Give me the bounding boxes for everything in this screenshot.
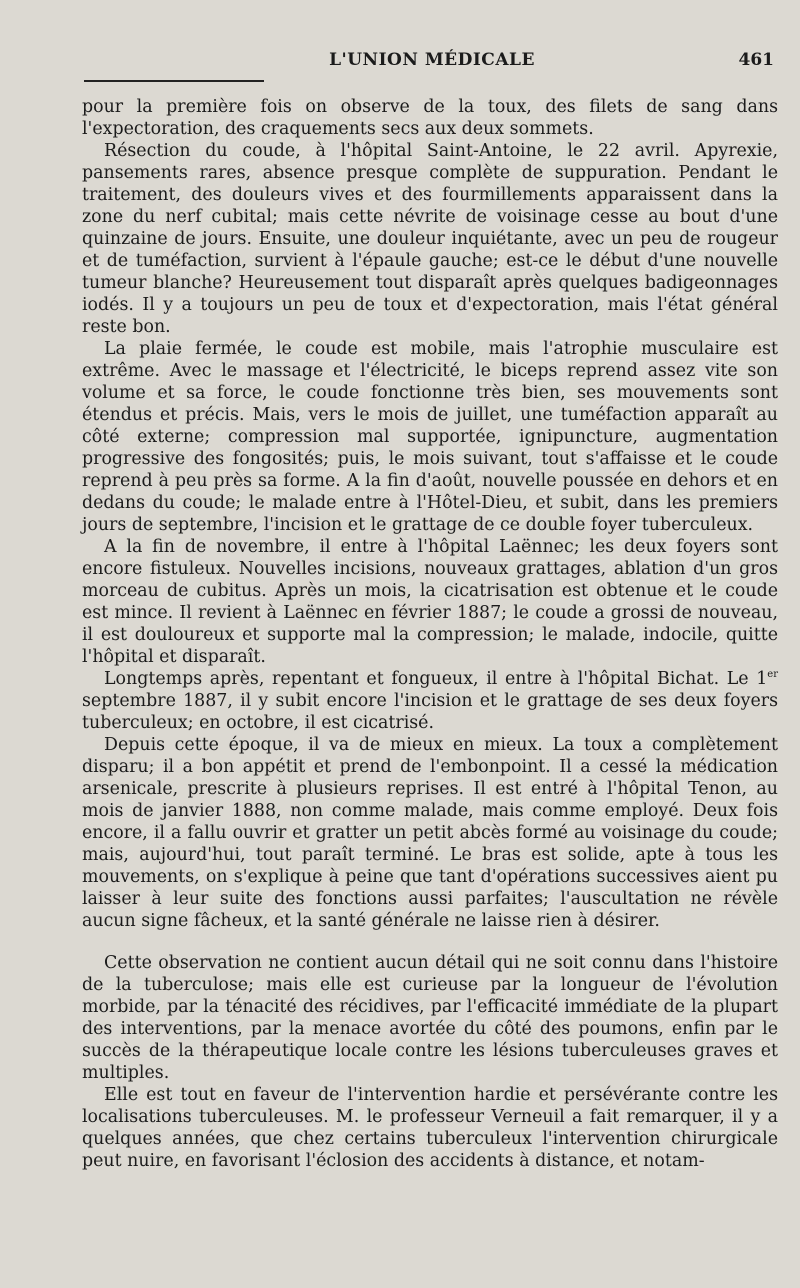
paragraph: La plaie fermée, le coude est mobile, mais l'atrophie musculaire est extrême. Avec le massage et l'électricité, le biceps reprend assez vite son volume et sa force, le coude fonctionne très bien, ses mouvements sont étendus et précis. Mais, vers le mois de juillet, une tuméfaction apparaît au côté externe; compression mal supportée, ignipuncture, augmentation progressive des fongosités; puis, le mois suivant, tout s'affaisse et le coude reprend à peu près sa forme. A la fin d'août, nouvelle poussée en dehors et en dedans du coude; le malade entre à l'Hôtel-Dieu, et subit, dans les premiers jours de septembre, l'incision et le grattage de ce double foyer tuberculeux. xyxy=(82,339,778,535)
body-text xyxy=(82,96,778,1172)
paragraph: Cette observation ne contient aucun détail qui ne soit connu dans l'histoire de la tuberculose; mais elle est curieuse par la longueur de l'évolution morbide, par la ténacité des récidives, par l'efficacité immédiate de la plupart des interventions, par la menace avortée du côté des poumons, enfin par le succès de la thérapeutique locale contre les lésions tuberculeuses graves et multiples. xyxy=(82,953,778,1083)
journal-title: L'UNION MÉDICALE xyxy=(329,50,535,70)
bichat-text-end: septembre 1887, il y subit encore l'incision et le grattage de ses deux foyers tuberculeux; en octobre, il est cicatrisé. xyxy=(82,691,778,733)
header-rule xyxy=(84,80,264,82)
page-number: 461 xyxy=(738,50,774,70)
running-header xyxy=(84,50,780,74)
paragraph: Résection du coude, à l'hôpital Saint-Antoine, le 22 avril. Apyrexie, pansements rares, absence presque complète de suppuration. Pendant le traitement, des douleurs vives et des fourmillements apparaissent dans la zone du nerf cubital; mais cette névrite de voisinage cesse au bout d'une quinzaine de jours. Ensuite, une douleur inquiétante, avec un peu de rougeur et de tuméfaction, survient à l'épaule gauche; est-ce le début d'une nouvelle tumeur blanche? Heureusement tout disparaît après quelques badigeonnages iodés. Il y a toujours un peu de toux et d'expectoration, mais l'état général reste bon. xyxy=(82,141,778,337)
paragraph: Elle est tout en faveur de l'intervention hardie et persévérante contre les localisations tuberculeuses. M. le professeur Verneuil a fait remarquer, il y a quelques années, que chez certains tuberculeux l'intervention chirurgicale peut nuire, en favorisant l'éclosion des accidents à distance, et notam- xyxy=(82,1085,778,1171)
bichat-text-start: Longtemps après, repentant et fongueux, il entre à l'hôpital Bichat. Le 1 xyxy=(104,669,768,689)
paragraph: pour la première fois on observe de la toux, des filets de sang dans l'expectoration, des craquements secs aux deux sommets. xyxy=(82,97,778,139)
paragraph: Depuis cette époque, il va de mieux en mieux. La toux a complètement disparu; il a bon appétit et prend de l'embonpoint. Il a cessé la médication arsenicale, prescrite à plusieurs reprises. Il est entré à l'hôpital Tenon, au mois de janvier 1888, non comme malade, mais comme employé. Deux fois encore, il a fallu ouvrir et gratter un petit abcès formé au voisinage du coude; mais, aujourd'hui, tout paraît terminé. Le bras est solide, apte à tous les mouvements, on s'explique à peine que tant d'opérations successives aient pu laisser à leur suite des fonctions aussi parfaites; l'auscultation ne révèle aucun signe fâcheux, et la santé générale ne laisse rien à désirer. xyxy=(82,735,778,931)
ordinal-superscript: er xyxy=(767,669,778,681)
paragraph-bichat xyxy=(82,668,778,734)
paragraph: A la fin de novembre, il entre à l'hôpital Laënnec; les deux foyers sont encore fistuleux. Nouvelles incisions, nouveaux grattages, ablation d'un gros morceau de cubitus. Après un mois, la cicatrisation est obtenue et le coude est mince. Il revient à Laënnec en février 1887; le coude a grossi de nouveau, il est douloureux et supporte mal la compression; le malade, indocile, quitte l'hôpital et disparaît. xyxy=(82,537,778,667)
